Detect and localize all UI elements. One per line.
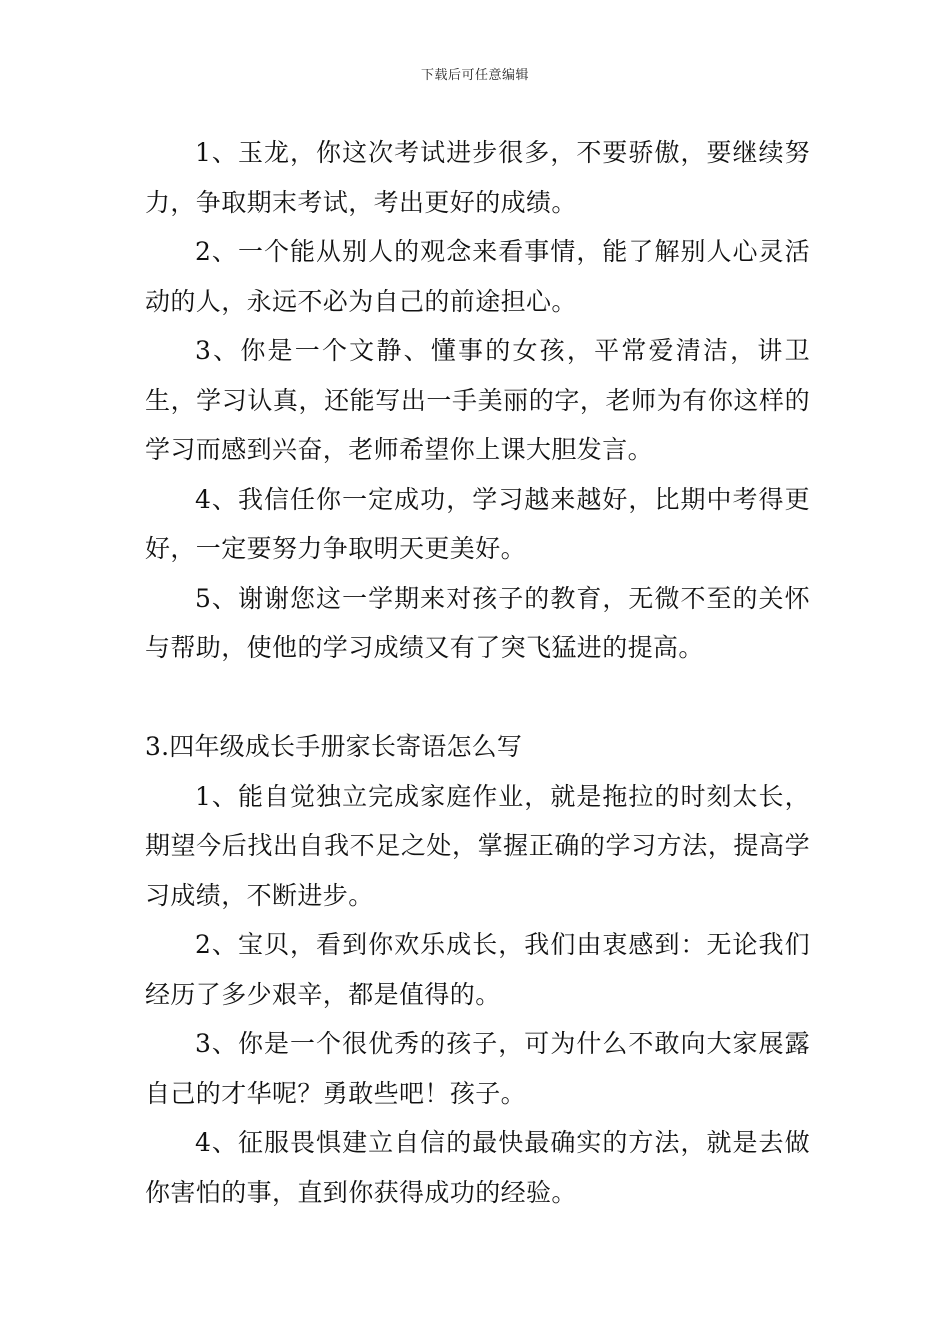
list-item: 2、一个能从别人的观念来看事情，能了解别人心灵活动的人，永远不必为自己的前途担心。 [145, 237, 810, 316]
list-item: 1、能自觉独立完成家庭作业，就是拖拉的时刻太长，期望今后找出自我不足之处，掌握正确的学习方法，提高学习成绩，不断进步。 [145, 781, 810, 910]
list-item: 2、宝贝，看到你欢乐成长，我们由衷感到：无论我们经历了多少艰辛，都是值得的。 [145, 930, 810, 1009]
list-item: 5、谢谢您这一学期来对孩子的教育，无微不至的关怀与帮助，使他的学习成绩又有了突飞猛进的提高。 [145, 583, 810, 662]
page-header: 下载后可任意编辑 [420, 68, 529, 83]
list-item: 1、玉龙，你这次考试进步很多，不要骄傲，要继续努力，争取期末考试，考出更好的成绩。 [145, 138, 810, 217]
document-body [145, 128, 810, 1217]
list-item: 4、我信任你一定成功，学习越来越好，比期中考得更好，一定要努力争取明天更美好。 [145, 484, 810, 563]
list-item: 3、你是一个文静、懂事的女孩，平常爱清洁，讲卫生，学习认真，还能写出一手美丽的字，老师为有你这样的学习而感到兴奋，老师希望你上课大胆发言。 [145, 336, 810, 464]
list-item: 4、征服畏惧建立自信的最快最确实的方法，就是去做你害怕的事，直到你获得成功的经验。 [145, 1128, 810, 1207]
list-item: 3、你是一个很优秀的孩子，可为什么不敢向大家展露自己的才华呢？勇敢些吧！孩子。 [145, 1029, 810, 1108]
section-heading: 3.四年级成长手册家长寄语怎么写 [145, 732, 523, 761]
